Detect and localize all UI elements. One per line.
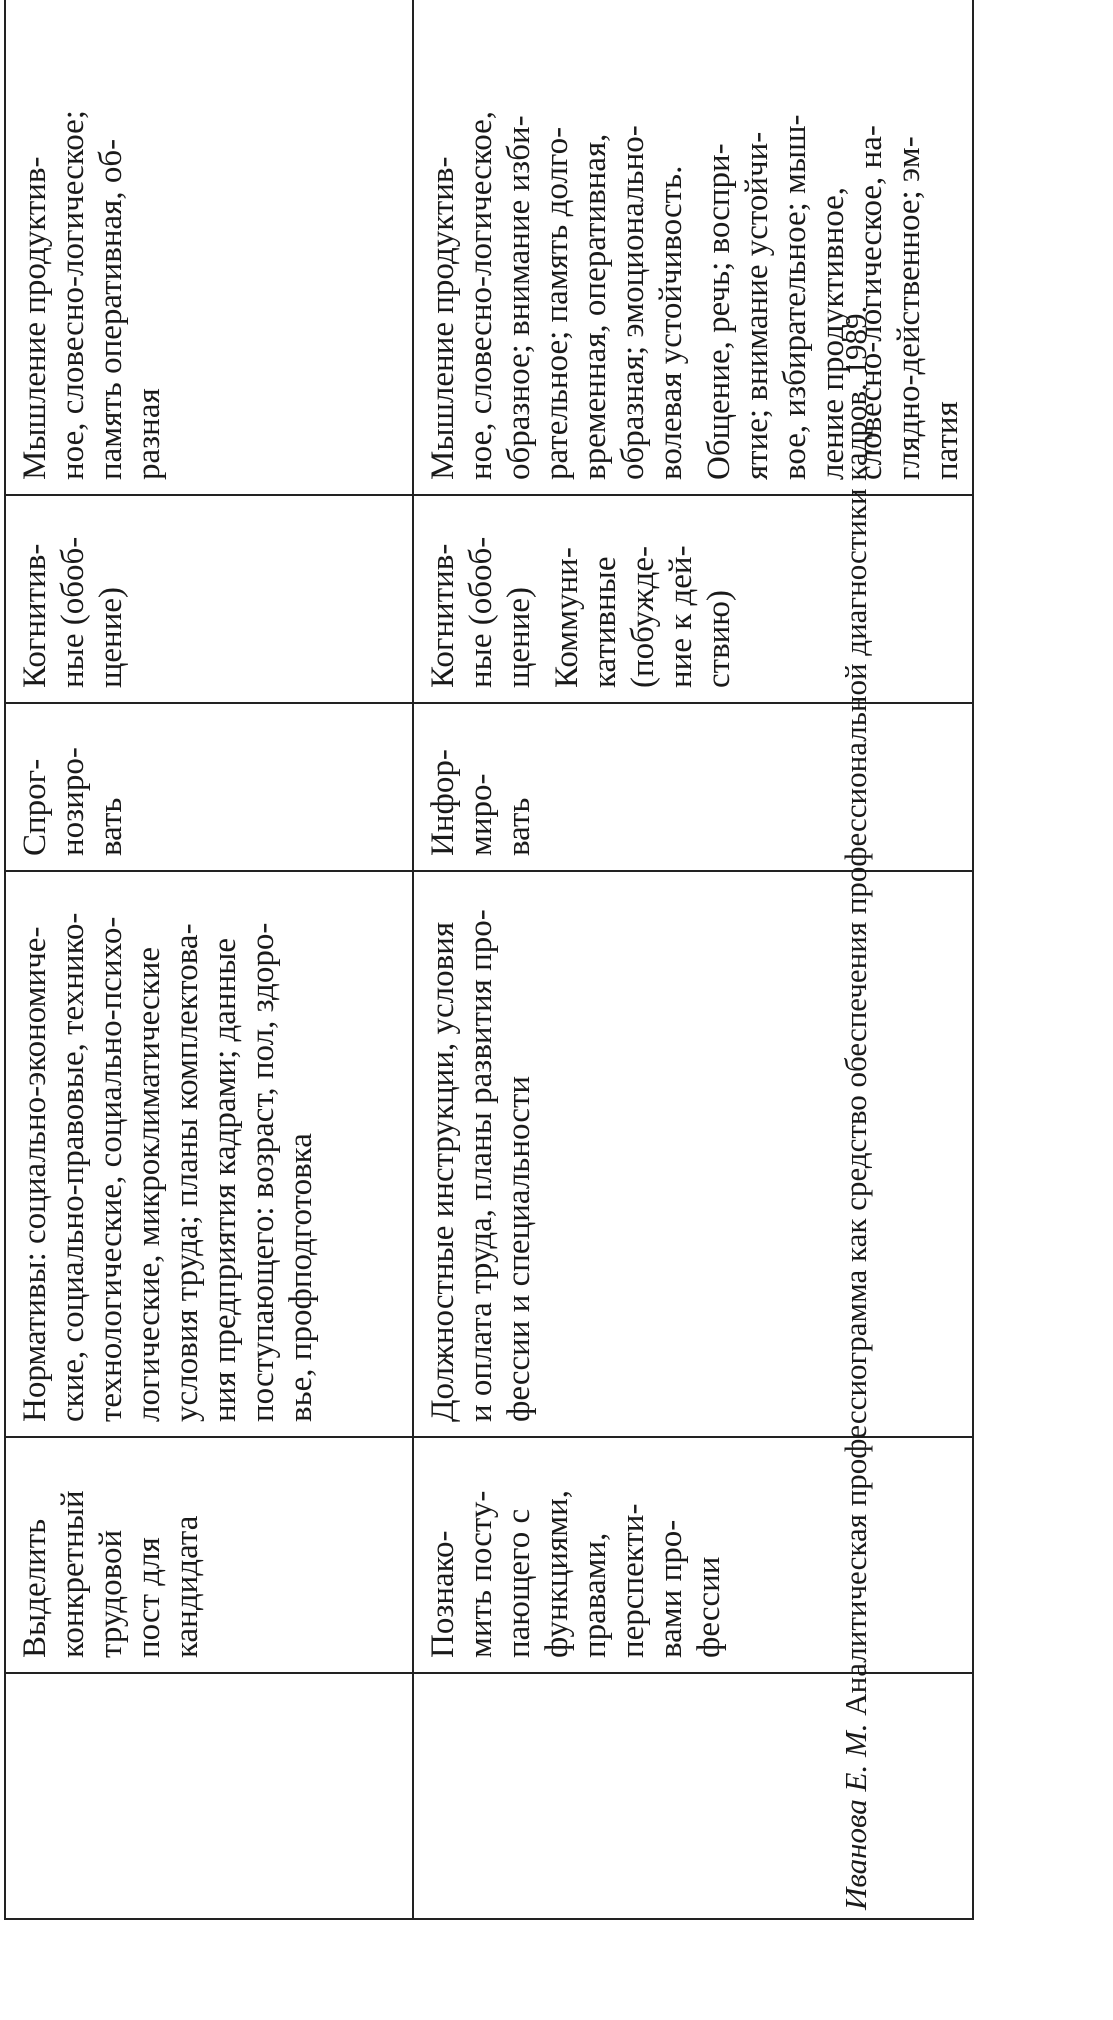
table-cell: Должностные инструкции, условия и оплата труда, планы развития про- фессии и специальности bbox=[413, 871, 973, 1437]
table-cell bbox=[413, 1673, 973, 1919]
table-cell: Инфор- миро- вать bbox=[413, 703, 973, 871]
caption-text: Аналитическая профессиограмма как средство обеспечения профессиональной диагностики кадров. 1989. bbox=[838, 305, 873, 1724]
cell-paragraph: Когнитив- ные (обоб- щение) bbox=[425, 536, 537, 688]
table-cell: Мышление продуктив- ное, словесно-логическое; память оперативная, об- разная bbox=[5, 0, 413, 495]
profession-table bbox=[4, 0, 974, 1920]
table-cell: Нормативы: социально-экономиче- ские, социально-правовые, технико- технологические, социально-психо- логические, микроклиматические условия труда; планы комплектова- ния предприятия кадрами; данные поступающего: возраст, пол, здоро- вье, профподготовка bbox=[5, 871, 413, 1437]
source-caption bbox=[838, 306, 874, 1910]
table-cell bbox=[413, 495, 973, 703]
table-cell bbox=[5, 1673, 413, 1919]
table-row bbox=[413, 0, 973, 1919]
cell-paragraph: Мышление продуктив- ное, словесно-логическое, образное; внимание изби- рательное; память долго- временная, оперативная, образная; эмоционально- волевая устойчивость. bbox=[425, 110, 689, 480]
table-cell: Познако- мить посту- пающего с функциями, правами, перспекти- вами про- фессии bbox=[413, 1437, 973, 1673]
caption-author: Иванова Е. М. bbox=[838, 1723, 873, 1910]
table-cell: Когнитив- ные (обоб- щение) bbox=[5, 495, 413, 703]
table-cell bbox=[413, 0, 973, 495]
table-cell: Выделить конкретный трудовой пост для кандидата bbox=[5, 1437, 413, 1673]
table-row bbox=[5, 0, 413, 1919]
paragraph-gap bbox=[538, 508, 548, 688]
cell-paragraph: Общение, речь; воспри- ятие; внимание устойчи- вое, избирательное; мыш- ление продуктивное, словесно-логическое, на- глядно-действенное; эм- патия bbox=[701, 114, 965, 480]
table-cell: Спрог- нозиро- вать bbox=[5, 703, 413, 871]
paragraph-gap bbox=[690, 0, 700, 480]
cell-paragraph: Коммуни- кативные (побужде- ние к дей- ствию) bbox=[549, 545, 737, 688]
